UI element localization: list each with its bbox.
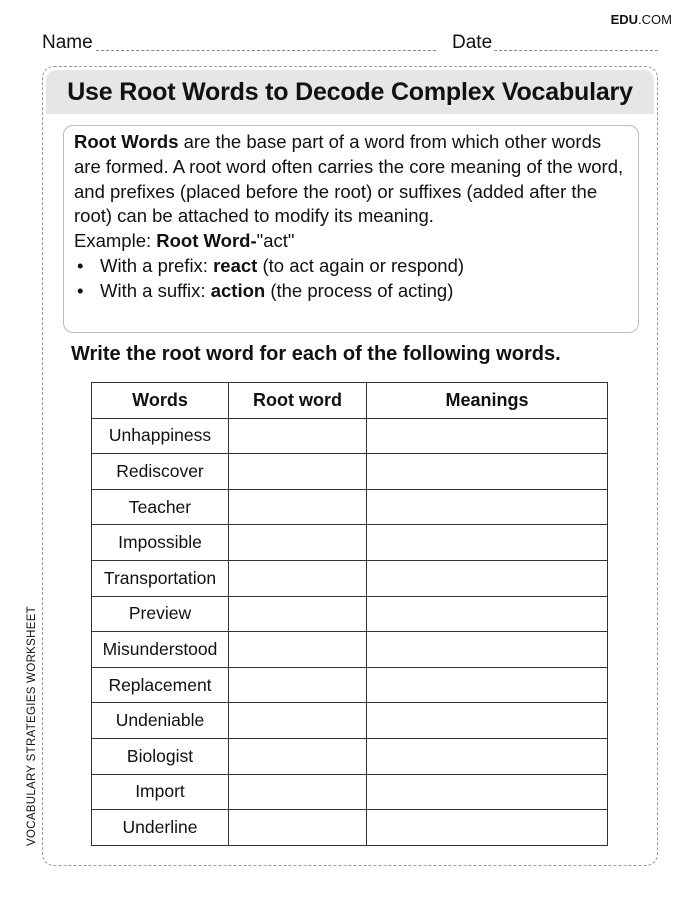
example-list (74, 254, 630, 304)
header-fields (42, 30, 658, 52)
meaning-answer-cell[interactable] (367, 596, 608, 632)
root-word-answer-cell[interactable] (229, 596, 367, 632)
bullet-word: action (210, 279, 266, 301)
meaning-answer-cell[interactable] (367, 738, 608, 774)
vocabulary-table (91, 382, 608, 846)
table-row (92, 489, 608, 525)
word-cell: Underline (92, 810, 229, 846)
word-cell: Transportation (92, 560, 229, 596)
definition-paragraph (74, 130, 630, 229)
definition-text: are the base part of a word from which other words are formed. A root word often carries the core meaning of the word, and prefixes (placed before the root) or suffixes (added after the root) can be attached to modify its meaning. (74, 131, 624, 227)
word-cell: Replacement (92, 667, 229, 703)
page-title: Use Root Words to Decode Complex Vocabulary (46, 70, 654, 114)
root-word-answer-cell[interactable] (229, 738, 367, 774)
table-row (92, 774, 608, 810)
brand-logo-suffix: .COM (638, 12, 672, 27)
word-cell: Preview (92, 596, 229, 632)
list-item (74, 279, 630, 304)
word-cell: Impossible (92, 525, 229, 561)
column-header-root-word: Root word (229, 383, 367, 419)
info-box (63, 125, 639, 333)
word-cell: Unhappiness (92, 418, 229, 454)
table-row (92, 703, 608, 739)
meaning-answer-cell[interactable] (367, 774, 608, 810)
example-label: Example: (74, 230, 157, 252)
example-term: Root Word- (156, 230, 257, 252)
meaning-answer-cell[interactable] (367, 454, 608, 490)
word-cell: Misunderstood (92, 632, 229, 668)
meaning-answer-cell[interactable] (367, 667, 608, 703)
meaning-answer-cell[interactable] (367, 632, 608, 668)
table-row (92, 525, 608, 561)
word-cell: Undeniable (92, 703, 229, 739)
name-label: Name (42, 32, 93, 53)
column-header-meanings: Meanings (367, 383, 608, 419)
meaning-answer-cell[interactable] (367, 418, 608, 454)
meaning-answer-cell[interactable] (367, 489, 608, 525)
table-row (92, 632, 608, 668)
root-word-answer-cell[interactable] (229, 810, 367, 846)
table-row (92, 596, 608, 632)
root-word-answer-cell[interactable] (229, 667, 367, 703)
definition-term: Root Words (74, 131, 179, 152)
brand-logo-bold: EDU (610, 12, 639, 27)
word-cell: Teacher (92, 489, 229, 525)
root-word-answer-cell[interactable] (229, 454, 367, 490)
worksheet-card (42, 66, 658, 866)
example-line (74, 229, 630, 254)
root-word-answer-cell[interactable] (229, 560, 367, 596)
table-row (92, 738, 608, 774)
date-label: Date (452, 32, 493, 53)
root-word-answer-cell[interactable] (229, 525, 367, 561)
root-word-answer-cell[interactable] (229, 418, 367, 454)
root-word-answer-cell[interactable] (229, 703, 367, 739)
bullet-prefix: With a prefix: (100, 254, 214, 276)
example-value: "act" (256, 230, 295, 252)
table-row (92, 667, 608, 703)
table-row (92, 454, 608, 490)
table-row (92, 810, 608, 846)
column-header-words: Words (92, 383, 229, 419)
meaning-answer-cell[interactable] (367, 703, 608, 739)
table-row (92, 560, 608, 596)
meaning-answer-cell[interactable] (367, 810, 608, 846)
root-word-answer-cell[interactable] (229, 774, 367, 810)
bullet-prefix: With a suffix: (100, 279, 211, 301)
root-word-answer-cell[interactable] (229, 489, 367, 525)
bullet-word: react (213, 254, 258, 276)
table-header-row (92, 383, 608, 419)
list-item (74, 254, 630, 279)
side-label: VOCABULARY STRATEGIES WORKSHEET (26, 606, 38, 846)
word-cell: Biologist (92, 738, 229, 774)
word-cell: Rediscover (92, 454, 229, 490)
brand-logo (611, 12, 672, 27)
bullet-desc: (the process of acting) (265, 279, 454, 301)
bullet-desc: (to act again or respond) (257, 254, 465, 276)
meaning-answer-cell[interactable] (367, 525, 608, 561)
instruction-heading: Write the root word for each of the following words. (71, 343, 561, 365)
date-field[interactable] (494, 50, 658, 51)
word-cell: Import (92, 774, 229, 810)
meaning-answer-cell[interactable] (367, 560, 608, 596)
name-field[interactable] (96, 50, 436, 51)
root-word-answer-cell[interactable] (229, 632, 367, 668)
table-row (92, 418, 608, 454)
